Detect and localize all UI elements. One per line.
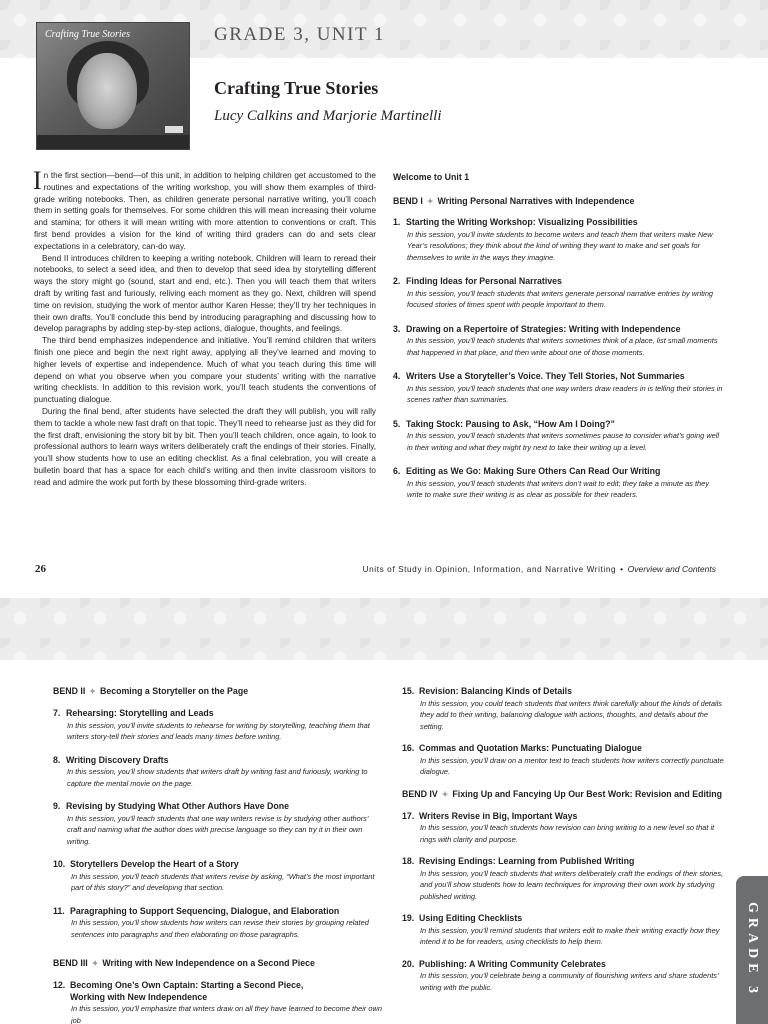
table-of-contents-bend-2-3 <box>53 686 383 1024</box>
session-description: In this session, you’ll remind students that writers edit to make their writing exactly how they intend it to be for readers, using checklists to help them. <box>420 925 720 946</box>
session-number: 15. <box>402 686 415 696</box>
bend-label: BEND II <box>53 686 86 696</box>
grade-unit-heading: GRADE 3, UNIT 1 <box>214 24 385 45</box>
running-footer <box>363 564 716 574</box>
session-number: 2. <box>393 276 401 286</box>
session-number: 8. <box>53 754 61 765</box>
footer-separator: • <box>620 565 624 574</box>
page-number: 26 <box>35 563 46 575</box>
overview-paragraph: The third bend emphasizes independence and initiative. You’ll remind children that writers finish one piece and begin the next right away, applying all they’ve learned and moving to higher levels of expertise and independence. Much of what you teach during this time will depend on what you observe when you compare your students’ writing with the narrative writing checklists. In addition to this revision work, you’ll teach students the conventions of punctuating dialogue. <box>34 336 376 405</box>
drop-cap: I <box>33 166 42 195</box>
session-title: Taking Stock: Pausing to Ask, “How Am I Doing?” <box>406 418 615 429</box>
session-description: In this session, you’ll show students that writers draft by writing fast and furiously, working to capture the mental movie on the page. <box>67 767 368 788</box>
session-title: Commas and Quotation Marks: Punctuating Dialogue <box>419 743 642 753</box>
session-description: In this session, you’ll teach students that writers don’t wait to edit; they take a minute as they write to make sure their writing is as clear as possible for their readers. <box>407 478 709 499</box>
session-title: Becoming One’s Own Captain: Starting a Second Piece, <box>70 980 304 990</box>
session-description: In this session, you’ll teach students that one way writers revise is by studying other authors’ craft and naming what the author does with precise language so they can try it in their own writing. <box>67 813 369 846</box>
session-number: 7. <box>53 708 61 718</box>
book-cover-image <box>36 22 190 150</box>
session-number: 16. <box>402 743 415 753</box>
bend-title: Writing with New Independence on a Second Piece <box>102 958 315 968</box>
session-description: In this session, you’ll teach students that writers generate personal narrative entries by writing focused stories of times spent with people important to them. <box>407 288 714 309</box>
session-entry <box>393 371 723 406</box>
session-entry <box>402 811 732 846</box>
bend-3-heading <box>53 958 383 968</box>
overview-paragraph: During the final bend, after students have selected the draft they will publish, you will rally them to tackle a whole new fast draft on that topic. They’ll need to rehearse just as they did for the first draft, envisioning the story bit by bit. Then you’ll teach children, once again, to look to professional authors to learn ways writers deliberately craft the endings of their stories. Finally, you’ll show students how to use an editing checklist. As a final celebration, you will create a bulletin board that has a space for each child’s writing and then invite classroom visitors to read and admire the work put forth by these blossoming third-grade writers. <box>34 406 376 487</box>
session-title: Publishing: A Writing Community Celebrates <box>419 958 606 969</box>
session-number: 17. <box>402 810 415 821</box>
session-title: Paragraphing to Support Sequencing, Dialogue, and Elaboration <box>70 905 340 916</box>
cover-author-strip <box>37 135 189 149</box>
session-number: 10. <box>53 859 66 869</box>
overview-paragraph-text: n the first section—bend—of this unit, in addition to helping children get accustomed to the routines and expectations of the writing workshop, you will show them examples of third-grade writing notebooks. Then, as children generate personal narrative writing, you’ll coach them in setting goals for themselves. For some children this will mean increasing their volume and stamina; for others it will mean writing with more attention to conventions or craft. This first bend provides a vision for the kind of writing third graders can do and sets clear expectations in a celebratory, can-do way. <box>34 171 376 251</box>
toc-welcome-link: Welcome to Unit 1 <box>393 172 470 182</box>
grade-side-tab <box>736 876 768 1024</box>
session-description: In this session, you’ll draw on a mentor text to teach students how writers correctly punctuate dialogue. <box>420 755 724 776</box>
cover-photo-face <box>77 53 137 129</box>
bend-2-heading <box>53 686 383 696</box>
session-description: In this session, you’ll teach students that writers deliberately craft the endings of their stories, and you’ll show students how to learn techniques for improving their own work by studying published writing. <box>420 868 724 901</box>
session-title: Writing Discovery Drafts <box>66 754 169 765</box>
session-number: 5. <box>393 418 401 429</box>
session-entry <box>53 755 383 790</box>
session-number: 12. <box>53 980 66 990</box>
session-number: 3. <box>393 323 401 334</box>
session-entry <box>393 419 723 454</box>
session-number: 11. <box>53 905 65 916</box>
series-title: Units of Study in Opinion, Information, and Narrative Writing <box>362 565 617 574</box>
bend-title: Becoming a Storyteller on the Page <box>99 686 249 696</box>
star-separator-icon: ✦ <box>441 789 449 799</box>
session-entry <box>53 980 383 1024</box>
session-title-continued: Working with New Independence <box>70 991 208 1002</box>
session-title: Revising Endings: Learning from Published Writing <box>419 856 635 866</box>
session-description: In this session, you’ll invite students to become writers and teach them that writers make New Year’s resolutions; they think about the kind of writing they want to make and set goals for themselves to write in the ways they imagine. <box>407 229 713 262</box>
session-title: Drawing on a Repertoire of Strategies: Writing with Independence <box>406 323 681 334</box>
session-title: Revision: Balancing Kinds of Details <box>419 686 572 696</box>
bend-label: BEND IV <box>402 788 438 799</box>
bend-4-heading <box>402 789 732 799</box>
grade-tab-label: GRADE 3 <box>745 901 760 999</box>
session-title: Revising by Studying What Other Authors Have Done <box>66 801 290 811</box>
overview-paragraph <box>33 166 376 253</box>
session-description: In this session, you’ll celebrate being a community of flourishing writers and share students’ writing with the public. <box>420 971 719 992</box>
session-entry <box>402 743 732 778</box>
session-entry <box>393 324 723 359</box>
session-description: In this session, you’ll teach students that writers sometimes think of a place, list small moments that happened in that place, and then write about one of those moments. <box>407 336 718 357</box>
session-entry <box>393 276 723 311</box>
session-entry <box>402 959 732 994</box>
session-description: In this session, you could teach students that writers think carefully about the kinds of details they add to their writing, balancing dialogue with actions, thoughts, and details about the setting. <box>420 698 722 731</box>
session-title: Editing as We Go: Making Sure Others Can Read Our Writing <box>406 466 661 476</box>
session-title: Using Editing Checklists <box>419 913 523 923</box>
publisher-logo <box>165 126 183 133</box>
bend-label: BEND I <box>393 196 423 206</box>
session-number: 9. <box>53 801 61 811</box>
session-entry <box>393 466 723 501</box>
table-of-contents-bend-1 <box>393 172 723 514</box>
cover-title: Crafting True Stories <box>45 29 131 40</box>
session-description: In this session, you’ll teach students how revision can bring writing to a new level so that it rings with clarity and purpose. <box>420 823 715 844</box>
session-number: 20. <box>402 958 415 969</box>
session-description: In this session, you’ll show students how writers can revise their stories by grouping related sentences into paragraphs and then elaborating on those paragraphs. <box>71 918 369 939</box>
session-entry <box>53 906 383 941</box>
page-break-band <box>0 598 768 660</box>
session-entry <box>53 708 383 743</box>
section-title: Overview and Contents <box>627 564 716 574</box>
session-description: In this session, you’ll teach students that one way writers draw readers in is telling their stories in scenes rather than summaries. <box>407 383 723 404</box>
session-number: 6. <box>393 466 401 476</box>
session-description: In this session, you’ll emphasize that writers draw on all they have learned to become their own job <box>71 1004 382 1024</box>
book-title: Crafting True Stories <box>214 78 379 98</box>
session-title: Writers Use a Storyteller’s Voice. They Tell Stories, Not Summaries <box>406 371 685 381</box>
session-entry <box>402 913 732 948</box>
session-entry <box>393 217 723 263</box>
session-entry <box>53 859 383 894</box>
session-entry <box>53 801 383 847</box>
bend-1-heading <box>393 196 723 206</box>
star-separator-icon: ✦ <box>89 687 96 696</box>
session-description: In this session, you’ll invite students to rehearse for writing by storytelling, teaching them that writers story-tell their stories and leads many times before writing. <box>67 720 370 741</box>
table-of-contents-bend-3-4 <box>402 686 732 1004</box>
session-number: 18. <box>402 856 415 866</box>
session-title: Writers Revise in Big, Important Ways <box>419 810 578 821</box>
overview-paragraph: Bend II introduces children to keeping a writing notebook. Children will learn to reread their notebooks, to select a seed idea, and then to develop that seed idea by storytelling different ways the story might go (sound, start and end, etc.). Then you will teach them that writers draft by writing fast and furiously, reliving each moment as they go. Next, children will spend time on revision, studying the work of mentor author Karen Hesse; they’ll try her techniques in their own drafts. You’ll conclude this bend by introducing paragraphing and discussing how to develop paragraphs by adding step-by-step actions, dialogue, thoughts, and feelings. <box>34 253 376 334</box>
session-entry <box>402 686 732 732</box>
session-title: Finding Ideas for Personal Narratives <box>406 276 562 286</box>
star-separator-icon: ✦ <box>426 197 434 206</box>
star-separator-icon: ✦ <box>91 959 99 968</box>
session-number: 19. <box>402 913 415 923</box>
unit-overview-text <box>33 166 376 489</box>
session-number: 1. <box>393 217 401 227</box>
session-description: In this session, you’ll teach students that writers sometimes pause to consider what’s going well in their writing and what they might try next to take their writing up a level. <box>407 431 720 452</box>
bend-title: Writing Personal Narratives with Independence <box>437 196 635 206</box>
session-description: In this session, you’ll teach students that writers revise by asking, “What’s the most important part of this story?” and developing that section. <box>71 871 375 892</box>
session-entry <box>402 856 732 902</box>
session-title: Starting the Writing Workshop: Visualizing Possibilities <box>406 217 638 227</box>
session-title: Rehearsing: Storytelling and Leads <box>66 708 214 718</box>
session-title: Storytellers Develop the Heart of a Story <box>70 859 239 869</box>
bend-title: Fixing Up and Fancying Up Our Best Work: Revision and Editing <box>452 788 723 799</box>
session-number: 4. <box>393 371 401 381</box>
book-authors: Lucy Calkins and Marjorie Martinelli <box>214 108 442 124</box>
bend-label: BEND III <box>53 958 88 968</box>
